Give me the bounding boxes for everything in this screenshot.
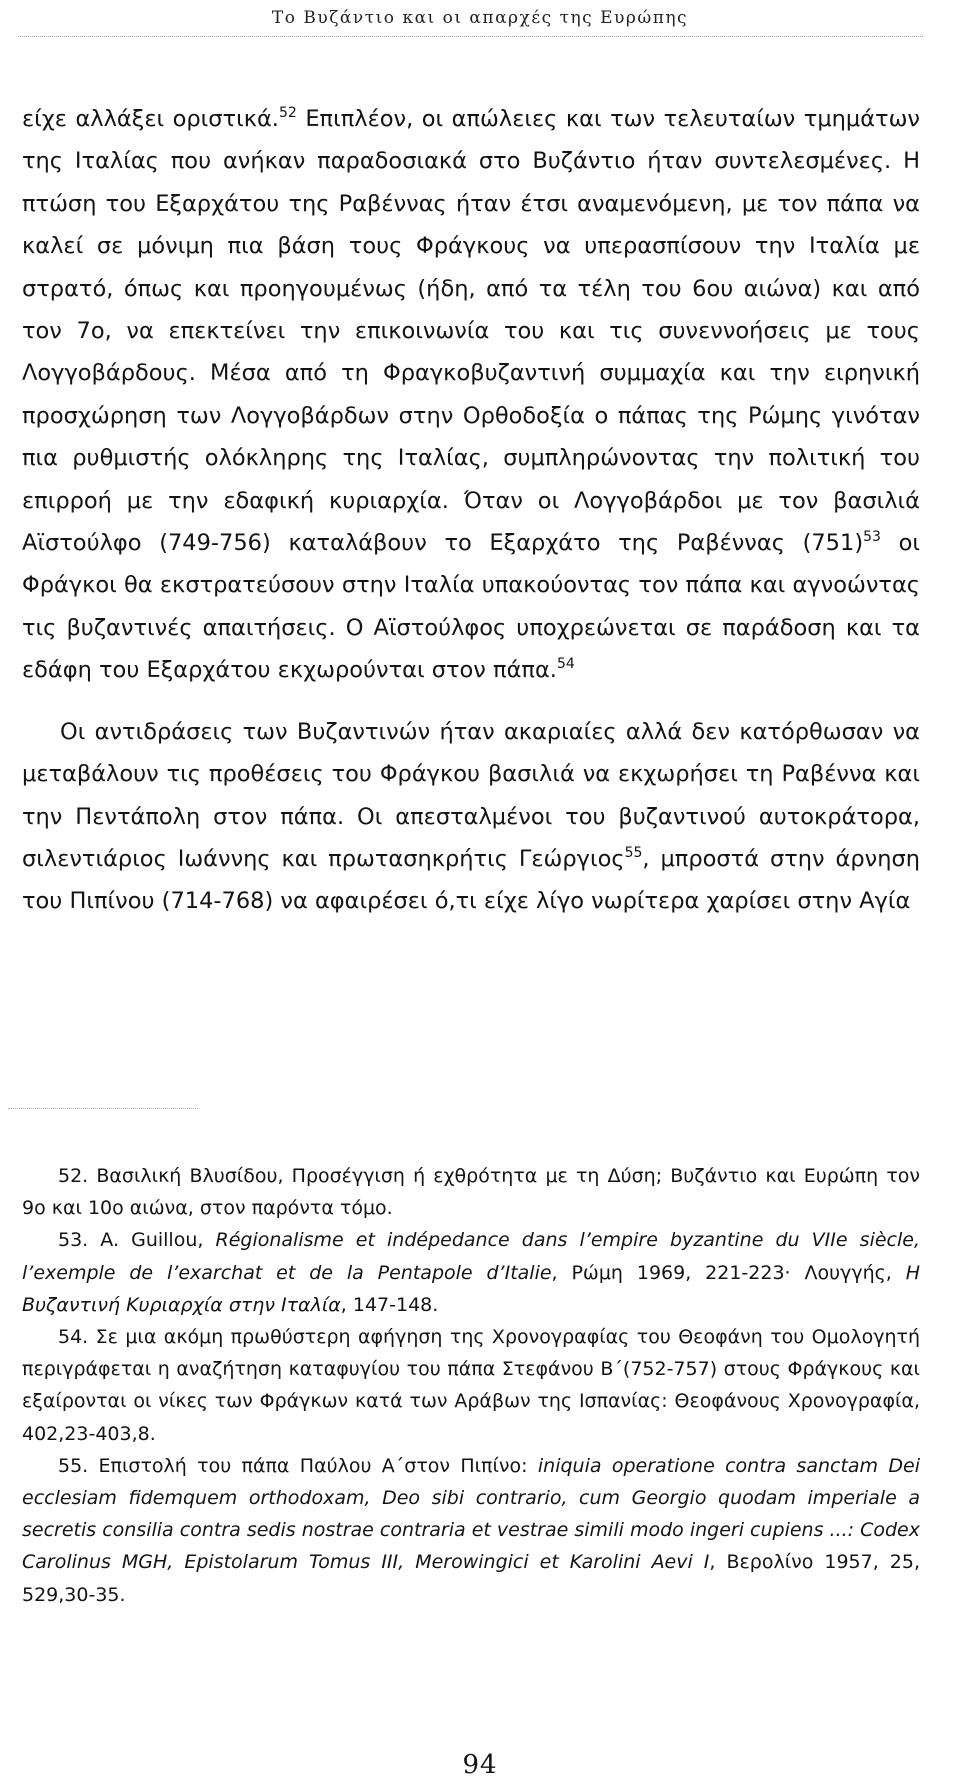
text-run: οι Φράγκοι θα εκστρατεύσουν στην Ιταλία υπακούοντας τον πάπα και αγνοώντας τις βυζαντινές απαιτήσεις. Ο Αϊστούλφος υποχρεώνεται σε παράδοση και τα εδάφη του Εξαρχάτου εκχωρούνται στον πάπα. bbox=[22, 530, 920, 684]
paragraph bbox=[22, 98, 920, 692]
footnote-text: , 147-148. bbox=[340, 1293, 439, 1316]
footnote-text: 55. Επιστολή του πάπα Παύλου Α΄στον Πιπίνο: bbox=[58, 1454, 538, 1477]
page-number: 94 bbox=[462, 1750, 498, 1780]
footnote-ref-55[interactable]: 55 bbox=[624, 844, 643, 861]
footnote-ref-53[interactable]: 53 bbox=[863, 529, 881, 546]
text-run: είχε αλλάξει οριστικά. bbox=[22, 106, 279, 132]
footnote-text: , Βερολίνο 1957, 25, 529,30-35. bbox=[22, 1551, 921, 1606]
footnote-ref-54[interactable]: 54 bbox=[556, 656, 575, 673]
footnote-text: 52. Βασιλική Βλυσίδου, Προσέγγιση ή εχθρότητα με τη Δύση; Βυζάντιο και Ευρώπη τον 9ο και 10ο αιώνα, στον παρόντα τόμο. bbox=[22, 1165, 920, 1220]
running-head: Το Βυζάντιο και οι απαρχές της Ευρώπης bbox=[271, 8, 689, 28]
footnote-55 bbox=[22, 1450, 920, 1611]
footnotes bbox=[22, 1160, 920, 1611]
footnote-text: 53. A. Guillou, bbox=[58, 1229, 216, 1252]
text-run: Οι αντιδράσεις των Βυζαντινών ήταν ακαριαίες αλλά δεν κατόρθωσαν να μεταβάλουν τις προθέσεις του Φράγκου βασιλιά να εκχωρήσει τη Ραβέννα και την Πεντάπολη στον πάπα. Οι απεσταλμένοι του βυζαντινού αυτοκράτορα, σιλεντιάριος Ιωάννης και πρωτασηκρήτις Γεώργιος bbox=[22, 718, 920, 872]
text-run: Επιπλέον, οι απώλειες και των τελευταίων τμημάτων της Ιταλίας που ανήκαν παραδοσιακά στο Βυζάντιο ήταν συντελεσμένες. Η πτώση του Εξαρχάτου της Ραβέννας ήταν έτσι αναμενόμενη, με τον πάπα να καλεί σε μόνιμη πια βάση τους Φράγκους να υπερασπίσουν την Ιταλία με στρατό, όπως και προηγουμένως (ήδη, από τα τέλη του 6ου αιώνα) και από τον 7ο, να επεκτείνει την επικοινωνία του και τις συνεννοήσεις με τους Λογγοβάρδους. Μέσα από τη Φραγκοβυζαντινή συμμαχία και την ειρηνική προσχώρηση των Λογγοβάρδων στην Ορθοδοξία ο πάπας της Ρώμης γινόταν πια ρυθμιστής ολόκληρης της Ιταλίας, συμπληρώνοντας την πολιτική του επιρροή με την εδαφική κυριαρχία. Όταν οι Λογγοβάρδοι με τον βασιλιά Αϊστούλφο (749-756) καταλάβουν το Εξαρχάτο της Ραβέννας (751) bbox=[22, 106, 921, 557]
footnote-title: Régionalisme et indépedance dans l’empire byzantine du VIIe siècle, l’exemple de l’exarchat et de la Pentapole d’Italie bbox=[22, 1229, 920, 1284]
footnote-52 bbox=[22, 1160, 920, 1224]
header-divider bbox=[18, 36, 923, 37]
footnote-text: , Ρώμη 1969, 221-223· Λουγγής, bbox=[551, 1261, 906, 1284]
footnote-ref-52[interactable]: 52 bbox=[278, 105, 297, 121]
main-text bbox=[22, 98, 920, 923]
footnote-54 bbox=[22, 1321, 920, 1450]
footnote-53 bbox=[22, 1224, 920, 1321]
paragraph bbox=[22, 711, 920, 923]
text-run: , μπροστά στην άρνηση του Πιπίνου (714-768) να αφαιρέσει ό,τι είχε λίγο νωρίτερα χαρίσει στην Αγία bbox=[22, 845, 920, 915]
footnote-divider bbox=[8, 1108, 198, 1109]
footnote-title: Η Βυζαντινή Κυριαρχία στην Ιταλία bbox=[22, 1261, 920, 1316]
footnote-text: 54. Σε μια ακόμη πρωθύστερη αφήγηση της Χρονογραφίας του Θεοφάνη του Ομολογητή περιγράφεται η αναζήτηση καταφυγίου του πάπα Στεφάνου Β΄(752-757) στους Φράγκους και εξαίρονται οι νίκες των Φράγκων κατά των Αράβων της Ισπανίας: Θεοφάνους Χρονογραφία, 402,23-403,8. bbox=[22, 1326, 920, 1445]
footnote-quote: iniquia operatione contra sanctam Dei ecclesiam fidemquem orthodoxam, Deo sibi contrario, cum Georgio quodam imperiale a secretis consilia contra sedis nostrae contraria et vestrae simili modo ingeri cupiens ...: Codex Carolinus MGH, Epistolarum Tomus III, Merowingici et Karolini Aevi I bbox=[22, 1454, 920, 1574]
